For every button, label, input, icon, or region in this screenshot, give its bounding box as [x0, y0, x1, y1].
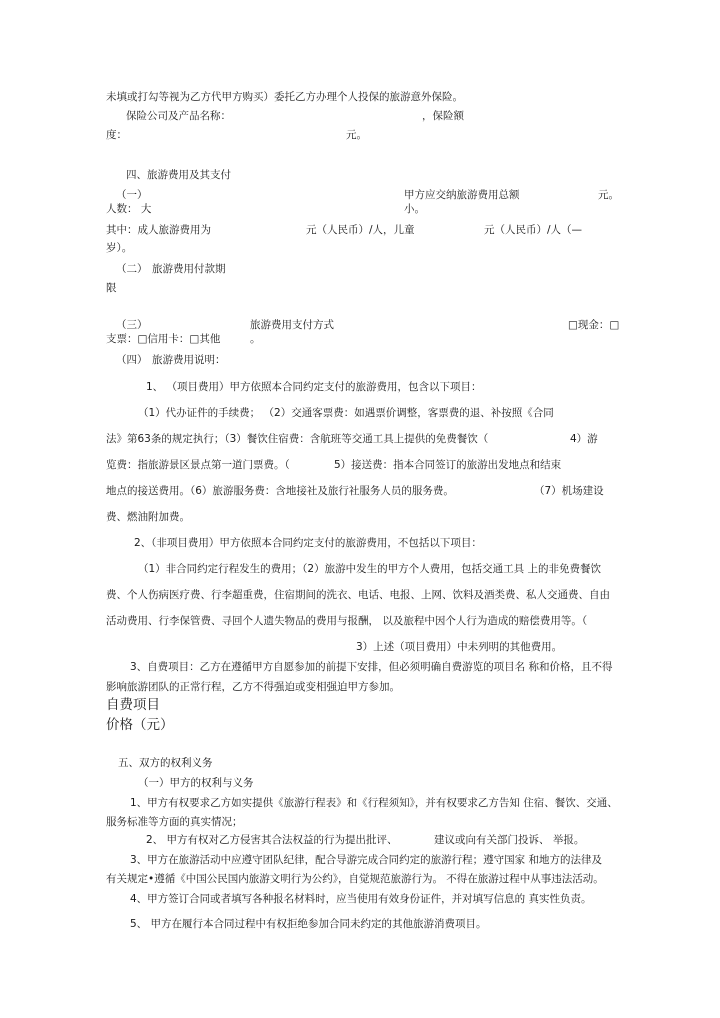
right4: 4、甲方签订合同或者填写各种报名材料时，应当使用有效身份证件，并对填写信息的 真实性负责。: [130, 893, 592, 905]
right1-line2: 服务标准等方面的真实情况；: [106, 816, 243, 828]
payment-options-end: 。: [250, 333, 261, 345]
insurance-amount-label: ，保险额: [422, 110, 464, 122]
item1-line2: 法》第63条的规定执行；（3）餐饮住宿费：含航班等交通工具上提供的免费餐饮（: [106, 433, 489, 445]
payment-period-tail: 限: [106, 282, 117, 294]
item2-head: 2、（非项目费用）甲方依照本合同约定支付的旅游费用，不包括以下项目：: [134, 537, 482, 549]
item3-line1: 3、自费项目：乙方在遵循甲方自愿参加的前提下安排，但必须明确自费游览的项目名 称和价格，且不得: [130, 661, 613, 673]
section4-sub2-num: （二）: [116, 263, 148, 275]
payment-cash-option: □现金：□: [568, 319, 620, 331]
insurance-company-label: 保险公司及产品名称：: [126, 110, 231, 122]
insurance-degree-label: 度：: [106, 129, 127, 141]
price-heading: 价格（元）: [106, 717, 174, 733]
section5-title: 五、双方的权利义务: [118, 757, 213, 769]
total-fee-unit: 元。: [598, 189, 619, 201]
item2-line4: 3）上述（项目费用）中未列明的其他费用。: [356, 641, 563, 653]
right1-line1: 1、甲方有权要求乙方如实提供《旅游行程表》和《行程须知》，并有权要求乙方告知 住宿、餐饮、交通、: [130, 797, 618, 809]
right2: 2、 甲方有权对乙方侵害其合法权益的行为提出批评、: [146, 834, 398, 846]
section4-title: 四、旅游费用及其支付: [126, 169, 231, 181]
fee-detail-tail: 元（人民币）/人（—: [484, 224, 583, 236]
item2-line1: （1）非合同约定行程发生的费用；（2）旅游中发生的甲方个人费用，包括交通工具 上的非免费餐饮: [138, 563, 601, 575]
item1-line4-tail: （7）机场建设: [534, 485, 604, 497]
section4-sub3-num: （三）: [116, 319, 148, 331]
right2-tail: 建议或向有关部门投诉、 举报。: [434, 834, 585, 846]
payment-period-label: 旅游费用付款期: [152, 263, 226, 275]
right3-line2: 有关规定•遵循《中国公民国内旅游文明行为公约》，自觉规范旅游行为。 不得在旅游过程中从事违法活动。: [106, 873, 604, 885]
fee-detail-child: 元（人民币）/人，儿童: [306, 224, 415, 236]
item1-head: 1、 （项目费用）甲方依照本合同约定支付的旅游费用，包含以下项目：: [146, 381, 482, 393]
item1-line1: （1）代办证件的手续费； （2）交通客票费：如遇票价调整，客票费的退、补按照《合同: [138, 407, 554, 419]
payment-options: 支票：□信用卡：□其他: [106, 333, 221, 345]
right5: 5、 甲方在履行本合同过程中有权拒绝参加合同未约定的其他旅游消费项目。: [130, 918, 487, 930]
item2-line2: 费、个人伤病医疗费、行李超重费，住宿期间的洗衣、电话、电报、上网、饮料及酒类费、私人交通费、自由: [106, 589, 610, 601]
total-fee-label: 甲方应交纳旅游费用总额: [404, 189, 520, 201]
self-items-heading: 自费项目: [106, 697, 160, 713]
fee-explanation-label: 旅游费用说明：: [152, 354, 226, 366]
people-label: 人数： 大: [106, 203, 152, 215]
right3-line1: 3、甲方在旅游活动中应遵守团队纪律，配合导游完成合同约定的旅游行程；遵守国家 和地方的法律及: [130, 854, 603, 866]
item1-line2-tail: 4）游: [570, 433, 598, 445]
payment-method-label: 旅游费用支付方式: [250, 319, 334, 331]
insurance-yuan: 元。: [346, 129, 367, 141]
insurance-line: 未填或打勾等视为乙方代甲方购买）委托乙方办理个人投保的旅游意外保险。: [106, 91, 463, 103]
item3-line2: 影响旅游团队的正常行程，乙方不得强迫或变相强迫甲方参加。: [106, 681, 400, 693]
item2-line3: 活动费用、行李保管费、寻回个人遗失物品的费用与报酬， 以及旅程中因个人行为造成的赔偿费用等。（: [106, 615, 588, 627]
item1-line3-mid: 5）接送费：指本合同签订的旅游出发地点和结束: [334, 459, 562, 471]
section4-sub1-num: （一）: [116, 189, 148, 201]
fee-detail-prefix: 其中：成人旅游费用为: [106, 224, 211, 236]
item1-line4: 地点的接送费用。（6）旅游服务费：含地接社及旅行社服务人员的服务费。: [106, 485, 454, 497]
item1-line5: 费、燃油附加费。: [106, 511, 190, 523]
section5-sub1: （一）甲方的权利与义务: [138, 777, 254, 789]
fee-detail-age: 岁）。: [106, 242, 133, 254]
people-small: 小。: [404, 203, 425, 215]
section4-sub4-num: （四）: [116, 354, 148, 366]
item1-line3: 览费：指旅游景区景点第一道门票费。（: [106, 459, 290, 471]
